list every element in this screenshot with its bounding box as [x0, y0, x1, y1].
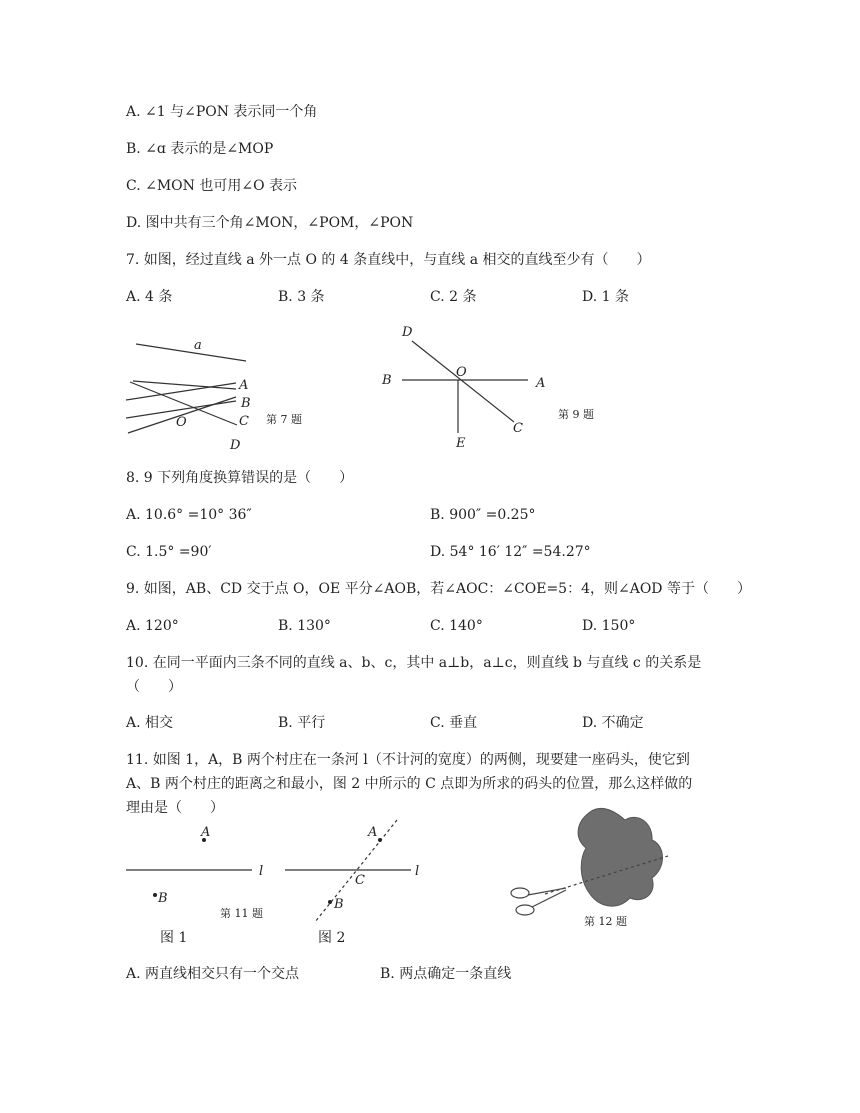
q10-option-a: A. 相交 — [126, 715, 174, 731]
fig12-caption: 第 12 题 — [584, 915, 627, 928]
q9-option-a: A. 120° — [126, 618, 179, 634]
fig9-label-c: C — [513, 421, 523, 436]
q9-option-c: C. 140° — [430, 618, 483, 634]
q6-option-b: B. ∠ɑ 表示的是∠MOP — [126, 141, 274, 157]
q6-option-d: D. 图中共有三个角∠MON，∠POM，∠PON — [126, 215, 414, 231]
fig9-label-b: B — [382, 373, 392, 388]
q11-stem-line3: 理由是（ ） — [126, 800, 224, 816]
fig7-label-o: O — [176, 415, 187, 430]
q8-option-c: C. 1.5° =90′ — [126, 544, 212, 560]
q10-stem-line1: 10. 在同一平面内三条不同的直线 a、b、c，其中 a⊥b，a⊥c，则直线 b 与直线 c 的关系是 — [126, 655, 702, 671]
q7-stem: 7. 如图，经过直线 a 外一点 O 的 4 条直线中，与直线 a 相交的直线至少有（ ） — [126, 252, 651, 268]
fig12-leaf — [578, 808, 662, 906]
q10-option-d: D. 不确定 — [582, 715, 644, 731]
q11-stem-line2: A、B 两个村庄的距离之和最小，图 2 中所示的 C 点即为所求的码头的位置，那么这样做的 — [126, 776, 693, 792]
fig7-label-c-point: C — [239, 414, 249, 429]
fig11-2-label-l: l — [415, 864, 420, 879]
q8-option-d: D. 54° 16′ 12″ =54.27° — [430, 544, 591, 560]
q7-option-a: A. 4 条 — [126, 289, 173, 305]
fig9-label-e: E — [456, 436, 466, 451]
q11-option-a: A. 两直线相交只有一个交点 — [126, 966, 300, 982]
q8-option-a: A. 10.6° =10° 36″ — [126, 507, 252, 523]
q6-option-a: A. ∠1 与∠PON 表示同一个角 — [126, 104, 318, 120]
fig11-1-label-b: B — [158, 891, 168, 906]
fig7-label-d-point: D — [230, 438, 241, 453]
q9-option-d: D. 150° — [582, 618, 636, 634]
scissors-icon — [511, 888, 566, 915]
q9-option-b: B. 130° — [278, 618, 331, 634]
fig9-caption: 第 9 题 — [558, 408, 594, 421]
fig11-1-label-a: A — [201, 825, 211, 840]
q9-stem: 9. 如图，AB、CD 交于点 O，OE 平分∠AOB，若∠AOC：∠COE=5：4，则∠AOD 等于（ ） — [126, 581, 751, 597]
q6-option-c: C. ∠MON 也可用∠O 表示 — [126, 178, 298, 194]
q7-option-c: C. 2 条 — [430, 289, 477, 305]
q10-option-c: C. 垂直 — [430, 715, 478, 731]
q7-option-d: D. 1 条 — [582, 289, 629, 305]
fig7-label-a-point: A — [239, 378, 249, 393]
q10-option-b: B. 平行 — [278, 715, 326, 731]
q11-stem-line1: 11. 如图 1，A，B 两个村庄在一条河 l（不计河的宽度）的两侧，现要建一座码头，使它到 — [126, 752, 690, 768]
fig11-2-label-b: B — [334, 897, 344, 912]
q11-option-b: B. 两点确定一条直线 — [380, 966, 512, 982]
fig11-1-label-l: l — [259, 864, 264, 879]
q8-option-b: B. 900″ =0.25° — [430, 507, 536, 523]
fig7-caption: 第 7 题 — [266, 413, 302, 426]
fig9-label-d: D — [402, 325, 413, 340]
fig9-label-o: O — [456, 365, 467, 380]
q7-option-b: B. 3 条 — [278, 289, 325, 305]
fig7-label-a: a — [194, 338, 202, 353]
q8-stem: 8. 9 下列角度换算错误的是（ ） — [126, 470, 354, 486]
fig7-label-b-point: B — [241, 396, 251, 411]
fig11-2-label: 图 2 — [318, 930, 346, 946]
fig9-label-a: A — [536, 376, 546, 391]
fig11-2-label-a: A — [368, 825, 378, 840]
fig11-caption: 第 11 题 — [220, 907, 263, 920]
fig11-1-label: 图 1 — [160, 930, 188, 946]
q10-stem-line2: （ ） — [126, 679, 182, 695]
fig11-2-label-c: C — [355, 873, 365, 888]
